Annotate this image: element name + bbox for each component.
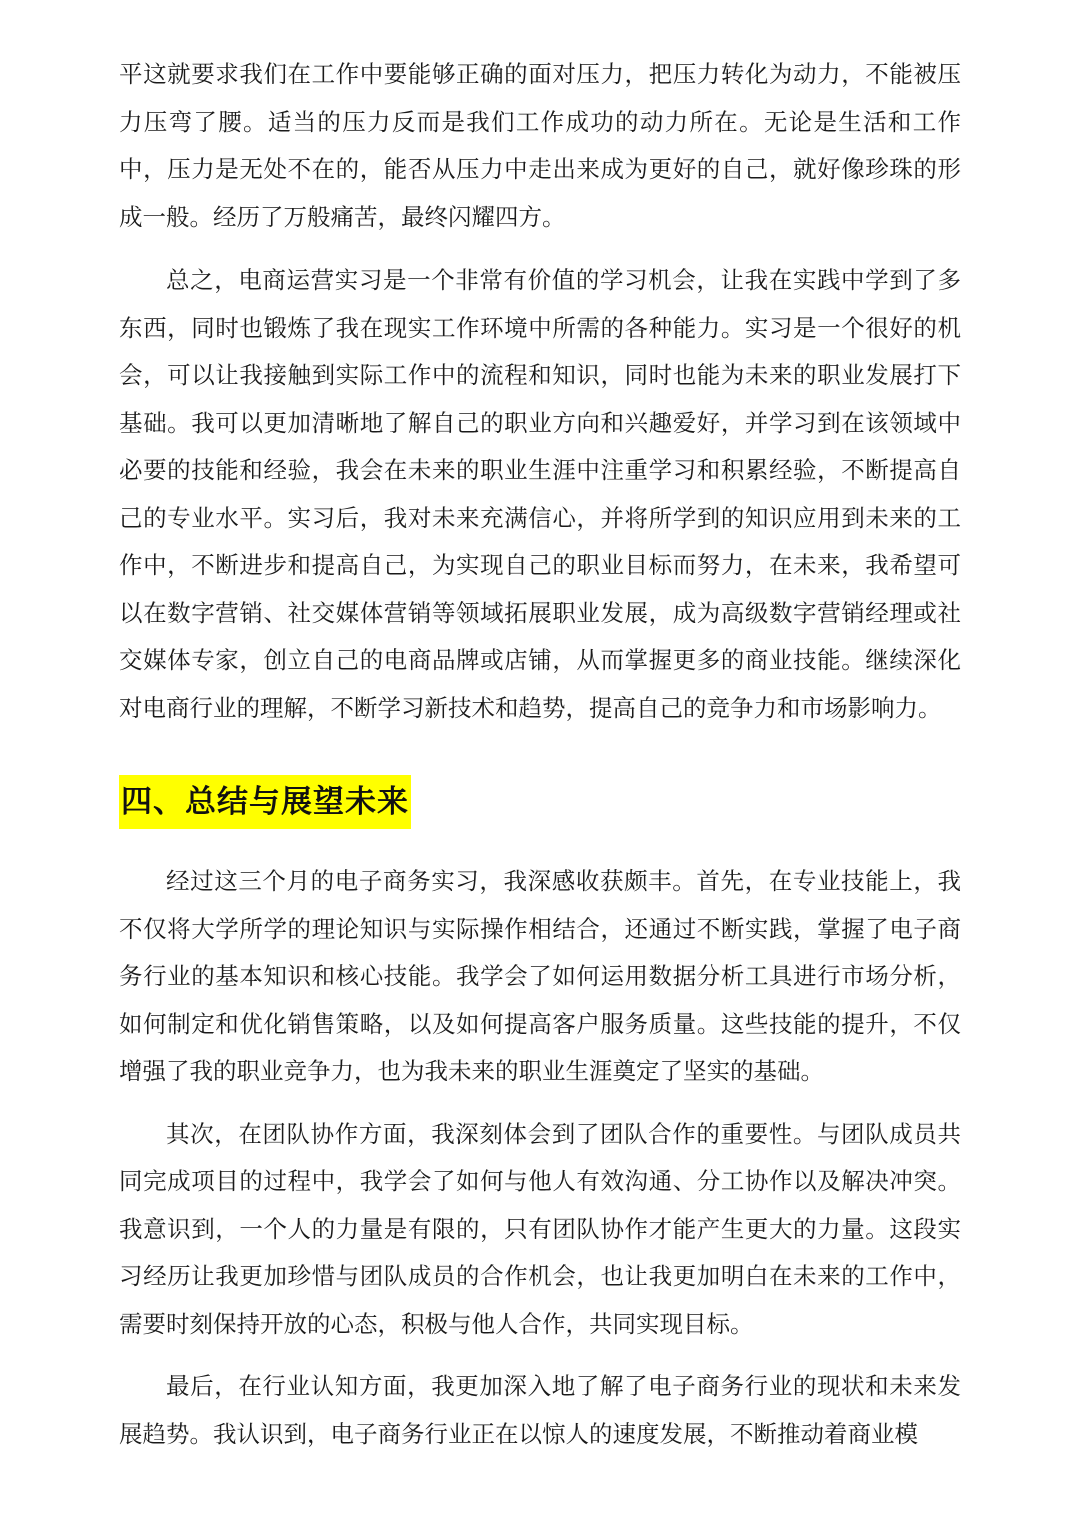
paragraph-professional-skills: 经过这三个月的电子商务实习，我深感收获颇丰。首先，在专业技能上，我不仅将大学所学的理论知识与实际操作相结合，还通过不断实践，掌握了电子商务行业的基本知识和核心技能。我学会了如何运用数据分析工具进行市场分析，如何制定和优化销售策略，以及如何提高客户服务质量。这些技能的提升，不仅增强了我的职业竞争力，也为我未来的职业生涯奠定了坚实的基础。 [119, 867, 961, 1085]
section-heading: 四、总结与展望未来 [119, 775, 411, 829]
paragraph-industry-awareness: 最后，在行业认知方面，我更加深入地了解了电子商务行业的现状和未来发展趋势。我认识到，电子商务行业正在以惊人的速度发展，不断推动着商业模 [119, 1372, 961, 1448]
paragraph-summary-internship: 总之，电商运营实习是一个非常有价值的学习机会，让我在实践中学到了多东西，同时也锻炼了我在现实工作环境中所需的各种能力。实习是一个很好的机会，可以让我接触到实际工作中的流程和知识，同时也能为未来的职业发展打下基础。我可以更加清晰地了解自己的职业方向和兴趣爱好，并学习到在该领域中必要的技能和经验，我会在未来的职业生涯中注重学习和积累经验，不断提高自己的专业水平。实习后，我对未来充满信心，并将所学到的知识应用到未来的工作中，不断进步和提高自己，为实现自己的职业目标而努力，在未来，我希望可以在数字营销、社交媒体营销等领域拓展职业发展，成为高级数字营销经理或社交媒体专家，创立自己的电商品牌或店铺，从而掌握更多的商业技能。继续深化对电商行业的理解，不断学习新技术和趋势，提高自己的竞争力和市场影响力。 [119, 266, 961, 722]
paragraph-pressure-continued: 平这就要求我们在工作中要能够正确的面对压力，把压力转化为动力，不能被压力压弯了腰。适当的压力反而是我们工作成功的动力所在。无论是生活和工作中，压力是无处不在的，能否从压力中走出来成为更好的自己，就好像珍珠的形成一般。经历了万般痛苦，最终闪耀四方。 [119, 60, 961, 231]
section-heading-container [119, 772, 961, 832]
paragraph-teamwork: 其次，在团队协作方面，我深刻体会到了团队合作的重要性。与团队成员共同完成项目的过程中，我学会了如何与他人有效沟通、分工协作以及解决冲突。我意识到，一个人的力量是有限的，只有团队协作才能产生更大的力量。这段实习经历让我更加珍惜与团队成员的合作机会，也让我更加明白在未来的工作中，需要时刻保持开放的心态，积极与他人合作，共同实现目标。 [119, 1119, 961, 1338]
